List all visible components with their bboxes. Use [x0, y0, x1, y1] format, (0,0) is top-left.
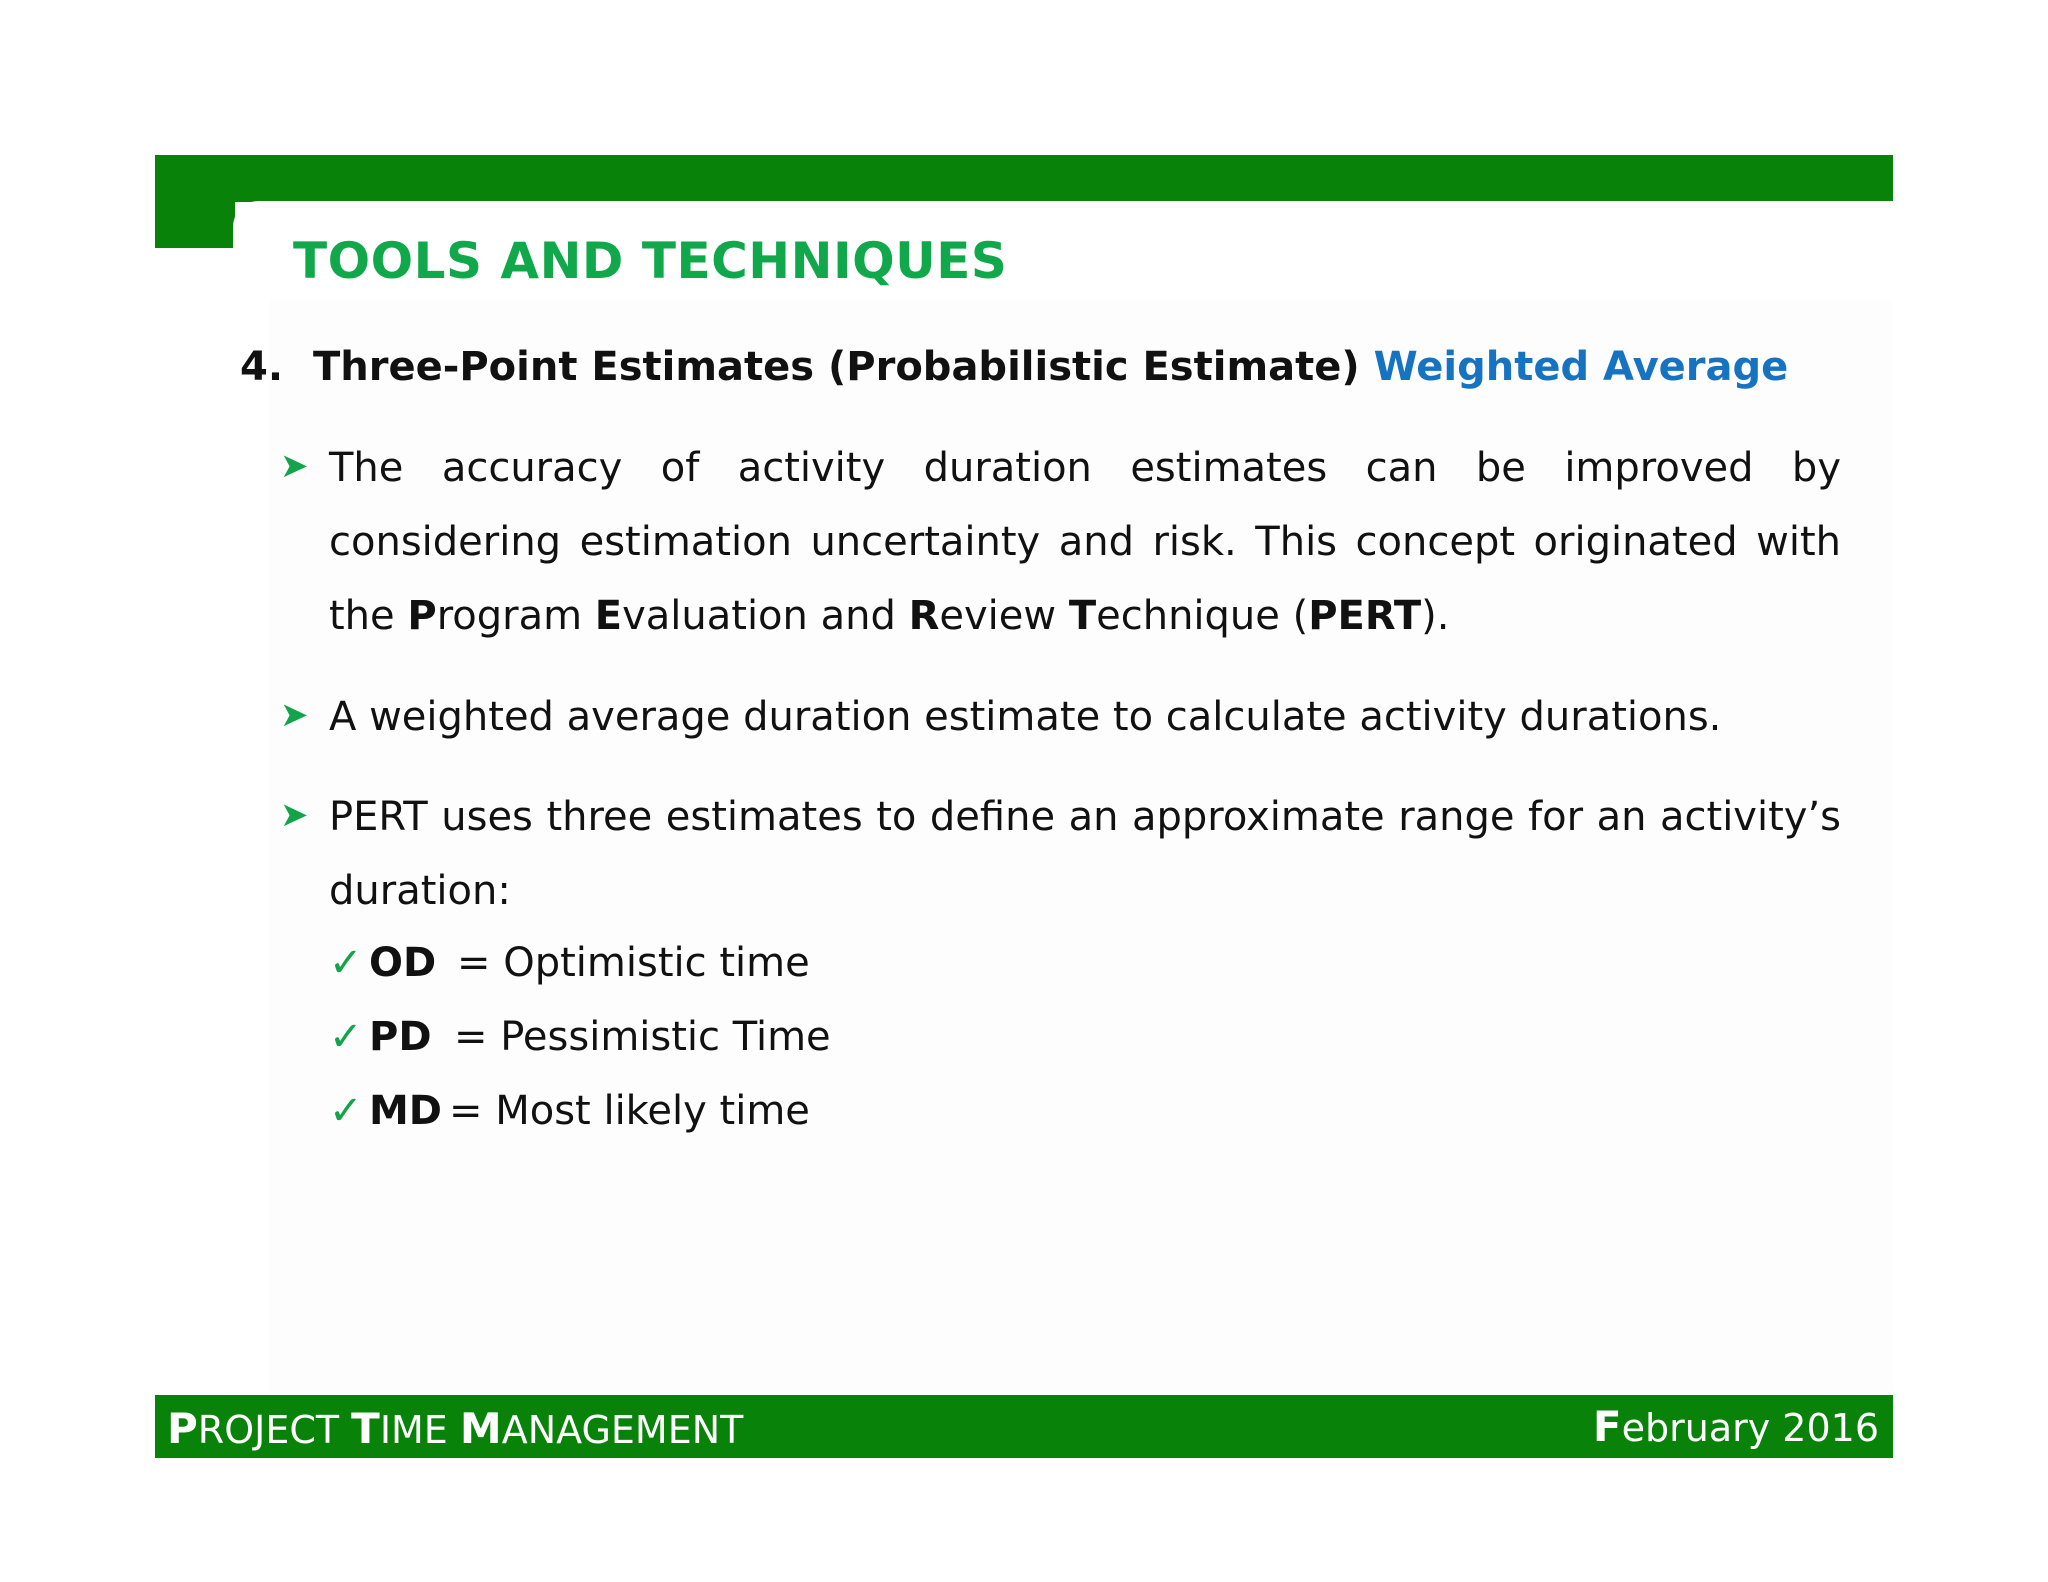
- check-item-pd: ✓ PD = Pessimistic Time: [329, 1014, 831, 1060]
- header-bar: [155, 155, 1893, 202]
- checkmark-icon: ✓: [329, 1014, 363, 1060]
- heading-text: Three-Point Estimates (Probabilistic Estimate): [313, 344, 1360, 390]
- bullet-2-text: A weighted average duration estimate to calculate activity durations.: [329, 694, 1722, 740]
- section-heading: [240, 344, 1788, 390]
- arrowhead-bullet-icon: ➤: [280, 695, 309, 735]
- check-item-od: ✓ OD = Optimistic time: [329, 940, 810, 986]
- arrowhead-bullet-icon: ➤: [280, 446, 309, 486]
- footer-date: February 2016: [1592, 1402, 1879, 1451]
- checkmark-icon: ✓: [329, 1088, 363, 1134]
- heading-number: 4.: [240, 344, 284, 390]
- bullet-3-text: PERT uses three estimates to define an approximate range for an activity’s duration:: [329, 794, 1841, 914]
- bullet-1-text: The accuracy of activity duration estimates can be improved by considering estimation uncertainty and risk. This concept originated with the Program Evaluation and Review Technique (PERT).: [329, 445, 1841, 639]
- check-item-md: ✓ MD = Most likely time: [329, 1088, 810, 1134]
- footer-bar: [155, 1395, 1893, 1458]
- footer-course-title: PROJECT TIME MANAGEMENT: [167, 1404, 744, 1453]
- header-tab: [155, 155, 235, 248]
- checkmark-icon: ✓: [329, 940, 363, 986]
- arrowhead-bullet-icon: ➤: [280, 795, 309, 835]
- slide-title: TOOLS AND TECHNIQUES: [293, 232, 1008, 290]
- heading-accent: Weighted Average: [1373, 344, 1789, 390]
